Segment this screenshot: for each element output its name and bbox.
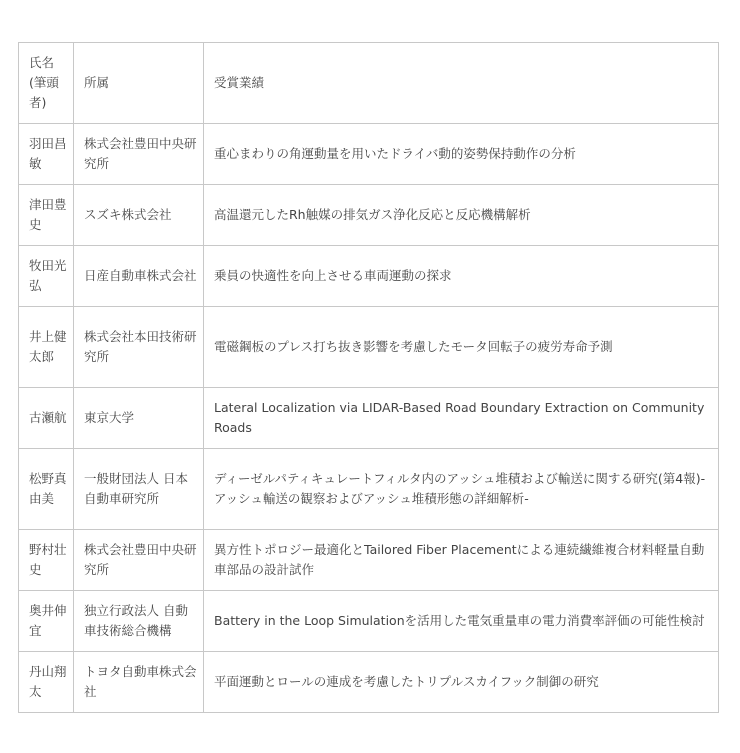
cell-affiliation: トヨタ自動車株式会社 (74, 652, 204, 713)
cell-name: 野村壮史 (19, 530, 74, 591)
award-table (18, 42, 719, 713)
table-row (19, 124, 719, 185)
table-row (19, 591, 719, 652)
header-affiliation: 所属 (74, 43, 204, 124)
table-row (19, 652, 719, 713)
table-row (19, 185, 719, 246)
table-row (19, 388, 719, 449)
cell-name: 丹山翔太 (19, 652, 74, 713)
cell-work: Battery in the Loop Simulationを活用した電気重量車の電力消費率評価の可能性検討 (204, 591, 719, 652)
cell-affiliation: 株式会社豊田中央研究所 (74, 530, 204, 591)
cell-work: Lateral Localization via LIDAR-Based Road Boundary Extraction on Community Roads (204, 388, 719, 449)
header-work: 受賞業績 (204, 43, 719, 124)
cell-work: 異方性トポロジー最適化とTailored Fiber Placementによる連続繊維複合材料軽量自動車部品の設計試作 (204, 530, 719, 591)
cell-affiliation: 独立行政法人 自動車技術総合機構 (74, 591, 204, 652)
cell-name: 羽田昌敏 (19, 124, 74, 185)
cell-affiliation: スズキ株式会社 (74, 185, 204, 246)
cell-affiliation: 一般財団法人 日本自動車研究所 (74, 449, 204, 530)
cell-affiliation: 株式会社本田技術研究所 (74, 307, 204, 388)
cell-name: 牧田光弘 (19, 246, 74, 307)
table-row (19, 449, 719, 530)
cell-name: 古瀬航 (19, 388, 74, 449)
cell-affiliation: 株式会社豊田中央研究所 (74, 124, 204, 185)
cell-name: 井上健太郎 (19, 307, 74, 388)
cell-work: 平面運動とロールの連成を考慮したトリプルスカイフック制御の研究 (204, 652, 719, 713)
cell-name: 津田豊史 (19, 185, 74, 246)
header-name: 氏名(筆頭者) (19, 43, 74, 124)
table-row (19, 530, 719, 591)
table-row (19, 307, 719, 388)
cell-affiliation: 東京大学 (74, 388, 204, 449)
table-header-row (19, 43, 719, 124)
cell-work: 乗員の快適性を向上させる車両運動の探求 (204, 246, 719, 307)
cell-work: 重心まわりの角運動量を用いたドライバ動的姿勢保持動作の分析 (204, 124, 719, 185)
cell-work: ディーゼルパティキュレートフィルタ内のアッシュ堆積および輸送に関する研究(第4報)-アッシュ輸送の観察およびアッシュ堆積形態の詳細解析- (204, 449, 719, 530)
table-row (19, 246, 719, 307)
cell-affiliation: 日産自動車株式会社 (74, 246, 204, 307)
cell-work: 電磁鋼板のプレス打ち抜き影響を考慮したモータ回転子の疲労寿命予測 (204, 307, 719, 388)
cell-name: 松野真由美 (19, 449, 74, 530)
cell-name: 奥井伸宜 (19, 591, 74, 652)
cell-work: 高温還元したRh触媒の排気ガス浄化反応と反応機構解析 (204, 185, 719, 246)
